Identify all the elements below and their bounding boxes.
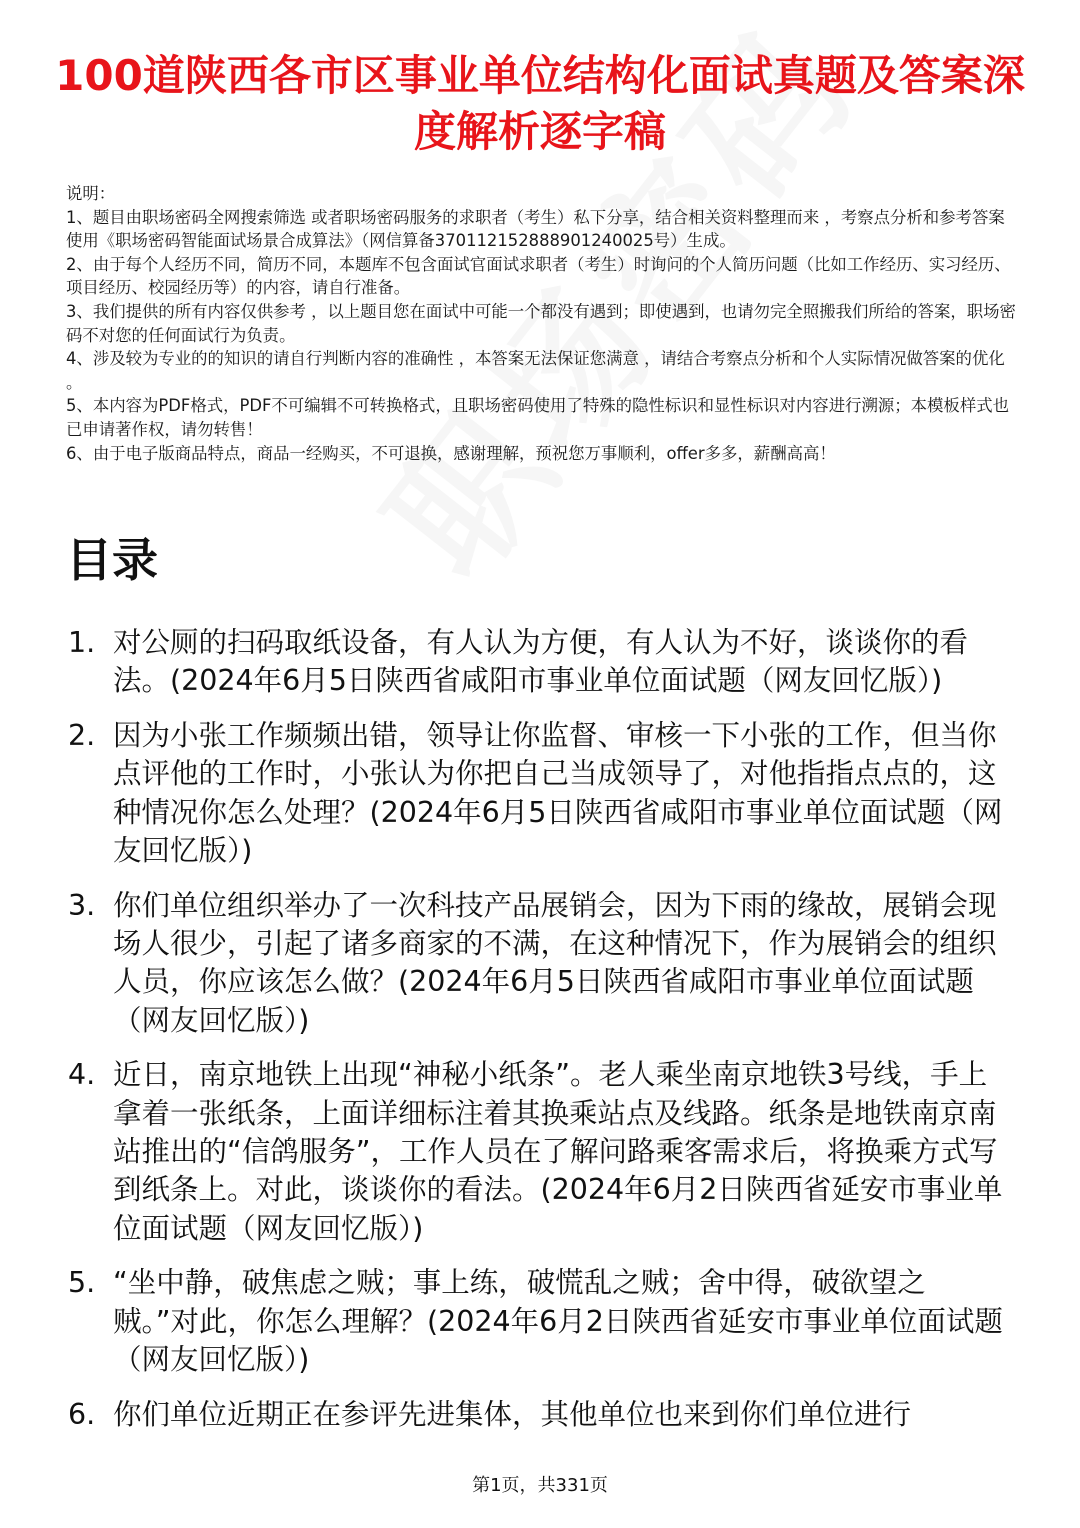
toc-item-text: 对公厕的扫码取纸设备，有人认为方便，有人认为不好，谈谈你的看法。(2024年6月5日陕西省咸阳市事业单位面试题（网友回忆版）) bbox=[113, 626, 969, 698]
toc-item-text: 你们单位组织举办了一次科技产品展销会，因为下雨的缘故，展销会现场人很少，引起了诸多商家的不满，在这种情况下，作为展销会的组织人员，你应该怎么做？(2024年6月5日陕西省咸阳市事业单位面试题（网友回忆版）) bbox=[113, 888, 997, 1037]
toc-item-number: 1. bbox=[68, 626, 96, 659]
note-item: 2、由于每个人经历不同，简历不同，本题库不包含面试官面试求职者（考生）时询问的个人简历问题（比如工作经历、实习经历、项目经历、校园经历等）的内容，请自行准备。 bbox=[66, 254, 1011, 298]
toc-item-number: 4. bbox=[68, 1058, 96, 1092]
toc-heading: 目录 bbox=[66, 533, 158, 587]
toc-list bbox=[0, 624, 1080, 1451]
toc-item[interactable] bbox=[0, 717, 1008, 870]
toc-item-number: 3. bbox=[68, 888, 96, 922]
toc-item-text: “坐中静，破焦虑之贼；事上练，破慌乱之贼；舍中得，破欲望之贼。”对此，你怎么理解？(2024年6月2日陕西省延安市事业单位面试题（网友回忆版）) bbox=[113, 1266, 1003, 1377]
toc-item-number: 5. bbox=[68, 1266, 96, 1300]
toc-item[interactable] bbox=[0, 1396, 1008, 1434]
note-item: 4、涉及较为专业的的知识的请自行判断内容的准确性 ，本答案无法保证您满意 ，请结合考察点分析和个人实际情况做答案的优化 。 bbox=[66, 349, 1005, 392]
notes-heading: 说明： bbox=[66, 184, 116, 203]
toc-item-text: 你们单位近期正在参评先进集体，其他单位也来到你们单位进行 bbox=[113, 1397, 912, 1431]
notes-section bbox=[66, 182, 1016, 465]
note-item: 6、由于电子版商品特点，商品一经购买，不可退换，感谢理解，预祝您万事顺利，offer多多，薪酬高高！ bbox=[66, 443, 836, 463]
toc-item[interactable] bbox=[0, 624, 1008, 701]
toc-item-number: 2. bbox=[68, 719, 96, 753]
page-number: 第1页，共331页 bbox=[0, 1474, 1080, 1498]
note-item: 3、我们提供的所有内容仅供参考 ，以上题目您在面试中可能一个都没有遇到；即使遇到，也请勿完全照搬我们所给的答案，职场密码不对您的任何面试行为负责。 bbox=[66, 301, 1016, 345]
toc-item-text: 因为小张工作频频出错，领导让你监督、审核一下小张的工作，但当你点评他的工作时，小张认为你把自己当成领导了，对他指指点点的，这种情况你怎么处理？(2024年6月5日陕西省咸阳市事业单位面试题（网友回忆版）) bbox=[113, 719, 1003, 867]
toc-item[interactable] bbox=[0, 1264, 1008, 1379]
document-title: 100道陕西各市区事业单位结构化面试真题及答案深度解析逐字稿 bbox=[55, 51, 1025, 156]
note-item: 5、本内容为PDF格式，PDF不可编辑不可转换格式，且职场密码使用了特殊的隐性标识和显性标识对内容进行溯源；本模板样式也已申请著作权，请勿转售！ bbox=[66, 396, 1009, 439]
toc-item[interactable] bbox=[0, 887, 1008, 1040]
toc-item-text: 近日，南京地铁上出现“神秘小纸条”。老人乘坐南京地铁3号线，手上拿着一张纸条，上面详细标注着其换乘站点及线路。纸条是地铁南京南站推出的“信鸽服务”，工作人员在了解问路乘客需求后，将换乘方式写到纸条上。对此，谈谈你的看法。(2024年6月2日陕西省延安市事业单位面试题（网友回忆版）) bbox=[113, 1058, 1003, 1245]
note-item: 1、题目由职场密码全网搜索筛选 或者职场密码服务的求职者（考生）私下分享，结合相关资料整理而来 ，考察点分析和参考答案使用《职场密码智能面试场景合成算法》（网信算备370112152888901240025号）生成。 bbox=[66, 207, 1005, 251]
toc-item[interactable] bbox=[0, 1056, 1008, 1247]
toc-item-number: 6. bbox=[68, 1397, 96, 1431]
